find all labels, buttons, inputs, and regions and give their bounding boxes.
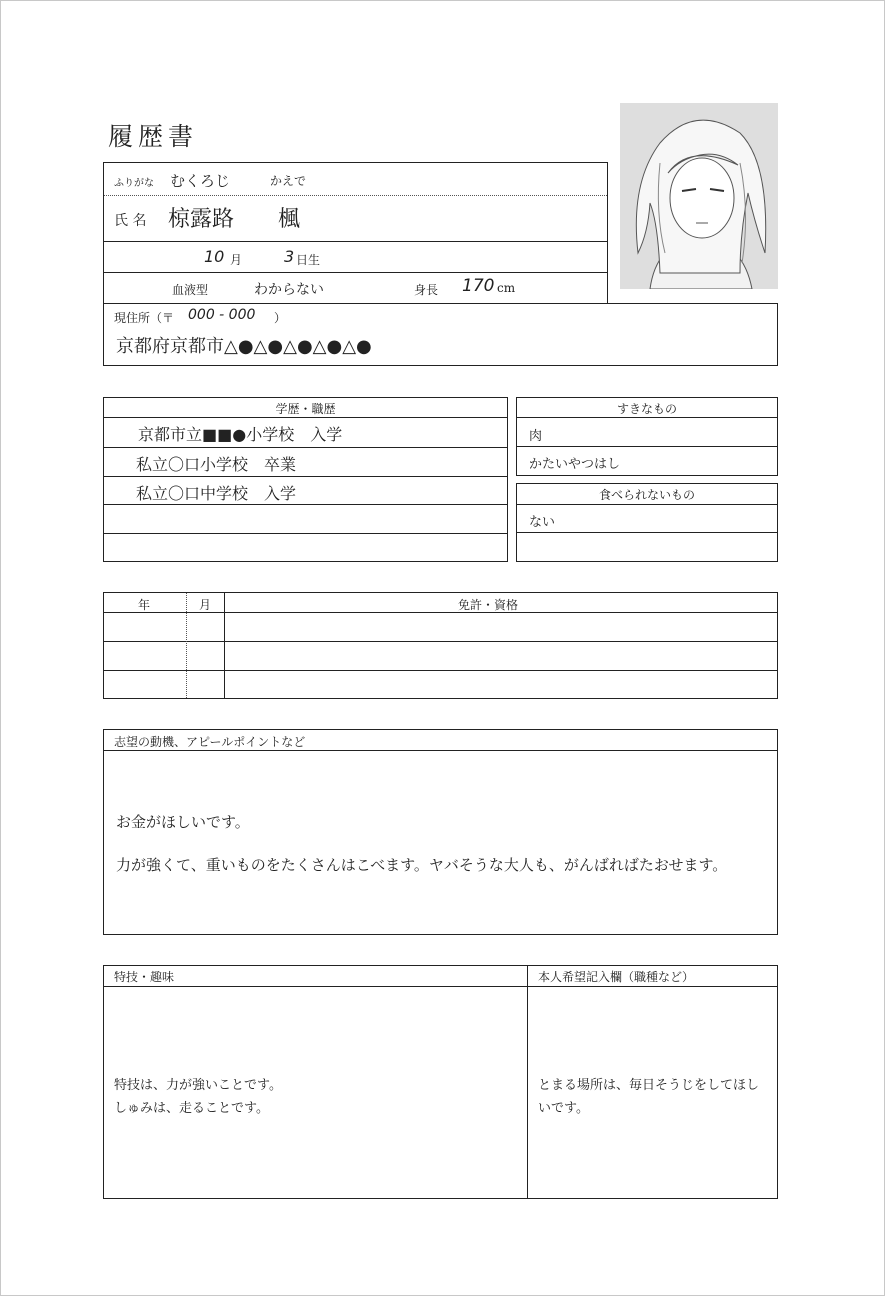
furigana-given: かえで <box>270 174 307 188</box>
licenses-table <box>103 592 778 699</box>
portrait-photo <box>620 103 778 289</box>
dislikes-table <box>516 483 778 562</box>
likes-header: すきなもの <box>616 402 677 416</box>
resume-title: 履歴書 <box>108 122 199 151</box>
history-row: 私立〇口中学校 入学 <box>136 484 297 503</box>
height-unit: cm <box>497 281 516 295</box>
motivation-section <box>103 729 778 935</box>
history-row: 私立〇口小学校 卒業 <box>136 455 297 474</box>
address-postal: 000 - 000 <box>188 307 256 323</box>
address-postal-close: ） <box>274 311 287 325</box>
portrait-illustration-icon <box>620 103 778 289</box>
birth-month: 10 <box>204 247 225 266</box>
motivation-line: お金がほしいです。 <box>116 813 250 831</box>
height-value: 170 <box>462 276 495 296</box>
name-section <box>103 162 608 304</box>
blood-value: わからない <box>254 282 324 298</box>
height-label: 身長 <box>414 283 439 297</box>
dislikes-header: 食べられないもの <box>598 488 695 502</box>
name-label: 氏 名 <box>114 213 147 229</box>
skills-line: 特技は、力が強いことです。 <box>114 1078 282 1093</box>
furigana-family: むくろじ <box>170 172 231 190</box>
wish-line: とまる場所は、毎日そうじをしてほし <box>538 1078 760 1093</box>
licenses-col-name: 免許・資格 <box>458 598 519 612</box>
furigana-label: ふりがな <box>114 178 154 189</box>
likes-row: かたいやつはし <box>529 457 621 472</box>
name-family: 椋露路 <box>168 207 235 232</box>
address-value: 京都府京都市△●△●△●△●△● <box>116 336 372 357</box>
skills-section <box>103 965 528 1199</box>
blood-label: 血液型 <box>172 283 209 297</box>
likes-table <box>516 397 778 476</box>
birth-day: 3 <box>284 247 295 266</box>
skills-line: しゅみは、走ることです。 <box>114 1101 269 1116</box>
wish-line: いです。 <box>538 1101 589 1116</box>
history-row: 京都市立■■●小学校 入学 <box>138 425 343 444</box>
birth-month-unit: 月 <box>230 253 243 267</box>
address-label: 現住所（〒 <box>114 311 175 325</box>
birth-day-unit: 日生 <box>296 253 321 267</box>
motivation-header: 志望の動機、アピールポイントなど <box>114 735 306 749</box>
wish-header: 本人希望記入欄（職種など） <box>538 970 695 984</box>
motivation-line: 力が強くて、重いものをたくさんはこべます。ヤバそうな大人も、がんばればたおせます。 <box>116 856 728 874</box>
licenses-col-month: 月 <box>199 598 212 612</box>
address-section <box>103 303 778 366</box>
history-table <box>103 397 508 562</box>
dislikes-row: ない <box>529 515 556 530</box>
skills-header: 特技・趣味 <box>114 970 175 984</box>
wish-section <box>527 965 778 1199</box>
licenses-col-year: 年 <box>138 598 151 612</box>
name-given: 楓 <box>278 207 301 232</box>
likes-row: 肉 <box>529 429 543 444</box>
history-header: 学歴・職歴 <box>275 402 336 416</box>
